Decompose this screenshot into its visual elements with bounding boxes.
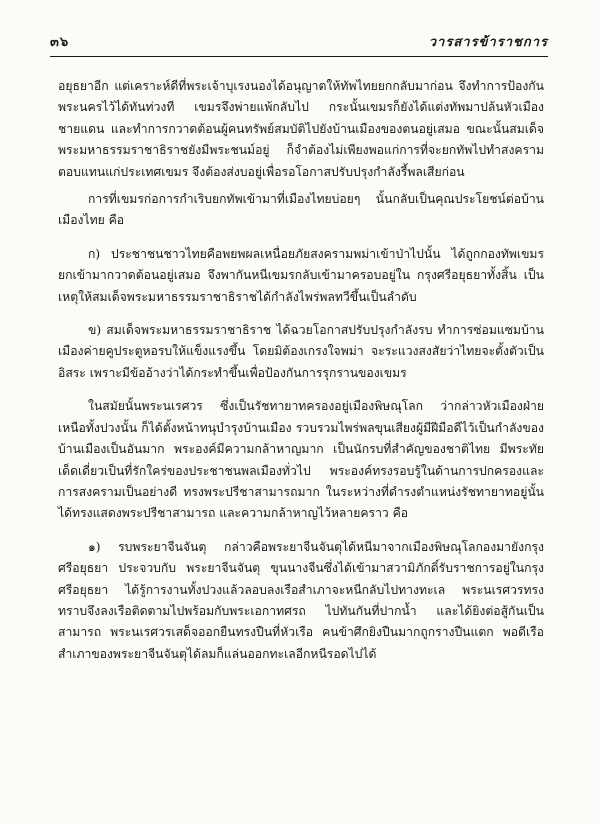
- page-header: [50, 30, 548, 52]
- paragraph: อยุธยาอีก แต่เคราะห์ดีที่พระเจ้าบุเรงนองได้อนุญาตให้ทัพไทยยกกลับมาก่อน จึงทำการป้องกันพระนครไว้ได้ทันท่วงที เขมรจึงพ่ายแพ้กลับไป กระนั้นเขมรก็ยังได้แต่งทัพมาปล้นหัวเมืองชายแดน และทำการกวาดต้อนผู้คนทรัพย์สมบัติไปยังบ้านเมืองของตนอยู่เสมอ ขณะนั้นสมเด็จพระมหาธรรมราชาธิราชยังมีพระชนม์อยู่ ก็จำต้องไม่เพียงพอแก่การที่จะยกทัพไปทำสงครามตอบแทนแก่ประเทศเขมร จึงต้องส่งบอยู่เพื่อรอโอกาสปรับปรุงกำลังรี้พลเสียก่อน: [58, 79, 544, 179]
- paragraph: ในสมัยนั้นพระนเรศวร ซึ่งเป็นรัชทายาทครองอยู่เมืองพิษณุโลก ว่ากล่าวหัวเมืองฝ่ายเหนือทั้งปวงนั้น ก็ได้ตั้งหน้าทนุบำรุงบ้านเมือง รวบรวมไพร่พลขุนเสียงผู้มีฝีมือดีไว้เป็นกำลังของบ้านเมืองเป็นอันมาก พระองค์มีความกล้าหาญมาก เป็นนักรบที่สำคัญของชาติไทย มีพระทัยเด็ดเดี่ยวเป็นที่รักใคร่ของประชาชนพลเมืองทั่วไป พระองค์ทรงรอบรู้ในด้านการปกครองและการสงครามเป็นอย่างดี ทรงพระปรีชาสามารถมาก ในระหว่างที่ดำรงตำแหน่งรัชทายาทอยู่นั้นได้ทรงแสดงพระปรีชาสามารถ และความกล้าหาญไว้หลายคราว คือ: [58, 399, 544, 521]
- header-rule: [50, 56, 548, 57]
- paragraph: การที่เขมรก่อการกำเริบยกทัพเข้ามาที่เมืองไทยบ่อยๆ นั้นกลับเป็นคุณประโยชน์ต่อบ้านเมืองไทย คือ: [58, 192, 544, 228]
- paragraph: ก) ประชาชนชาวไทยคือพยพผลเหนื่อยภัยสงครามพม่าเข้าป่าไปนั้น ได้ถูกกองทัพเขมรยกเข้ามากวาดต้อนอยู่เสมอ จึงพากันหนีเขมรกลับเข้ามาครอบอยู่ใน กรุงศรีอยุธยาทั้งสิ้น เป็นเหตุให้สมเด็จพระมหาธรรมราชาธิราชได้กำลังไพร่พลทวีขึ้นเป็นลำดับ: [58, 246, 544, 304]
- paragraph: ๑) รบพระยาจีนจันตุ กล่าวคือพระยาจีนจันตุได้หนีมาจากเมืองพิษณุโลกองมายังกรุงศรีอยุธยา ประจวบกับ พระยาจีนจันตุ ขุนนางจีนซึ่งได้เข้ามาสวามิภักดิ์รับราชการอยู่ในกรุงศรีอยุธยา ได้รู้การงานทั้งปวงแล้วลอบลงเรือสำเภาจะหนีกลับไปทางทะเล พระนเรศวรทรงทราบจึงลงเรือติดตามไปพร้อมกับพระเอกาทศรถ ไปทันกันที่ปากน้ำ และได้ยิงต่อสู้กันเป็นสามารถ พระนเรศวรเสด็จออกยืนทรงปืนที่หัวเรือ คนข้าศึกยิงปืนมากถูกรางปืนแตก พอดีเรือสำเภาของพระยาจีนจันตุได้ลมก็แล่นออกทะเลอีกหนีรอดไปได้: [58, 539, 544, 661]
- body-text: [58, 76, 544, 665]
- running-title: วารสารข้าราชการ: [428, 35, 548, 50]
- page-number: ๓๖: [50, 35, 70, 50]
- paragraph: ข) สมเด็จพระมหาธรรมราชาธิราช ได้ฉวยโอกาสปรับปรุงกำลังรบ ทำการซ่อมแซมบ้านเมืองค่ายคูประตูหอรบให้แข็งแรงขึ้น โดยมิต้องเกรงใจพม่า จะระแวงสงสัยว่าไทยจะตั้งตัวเป็นอิสระ เพราะมีข้ออ้างว่าได้กระทำขึ้นเพื่อป้องกันการรุกรานของเขมร: [58, 323, 544, 380]
